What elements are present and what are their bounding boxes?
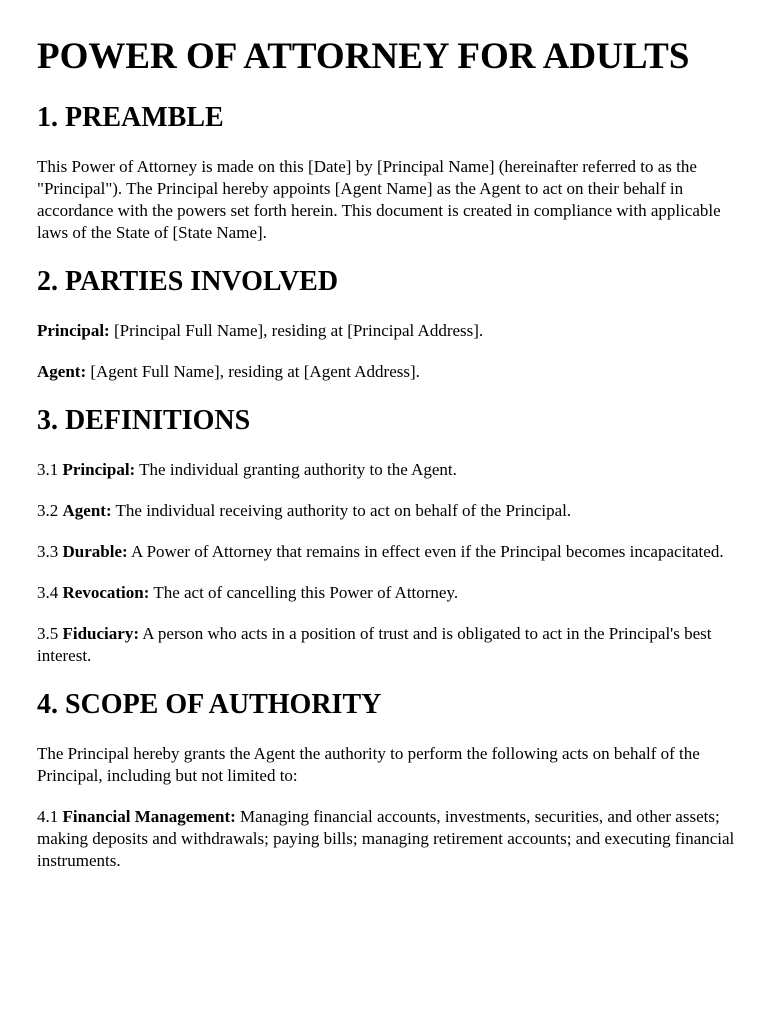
section-definitions [37, 404, 737, 667]
scope-item-text: Managing financial accounts, investments, securities, and other assets; making deposits and withdrawals; paying bills; managing retirement accounts; and executing financial instruments. [37, 807, 735, 870]
definition-text: The act of cancelling this Power of Attorney. [149, 583, 459, 602]
definition-item [37, 582, 737, 604]
definition-term: Principal: [62, 460, 136, 479]
definition-number: 3.5 [37, 624, 63, 643]
section-heading-preamble: 1. PREAMBLE [37, 102, 224, 133]
party-agent [37, 361, 737, 383]
scope-item [37, 806, 737, 872]
section-heading-scope: 4. SCOPE OF AUTHORITY [37, 689, 382, 720]
scope-intro: The Principal hereby grants the Agent the authority to perform the following acts on behalf of the Principal, including but not limited to: [37, 744, 700, 785]
scope-item-term: Financial Management: [62, 807, 236, 826]
definition-term: Durable: [62, 542, 128, 561]
document-page [37, 34, 737, 891]
section-parties [37, 265, 737, 383]
section-scope [37, 688, 737, 872]
party-principal-text: [Principal Full Name], residing at [Principal Address]. [109, 321, 484, 340]
definition-term: Fiduciary: [62, 624, 139, 643]
definition-text: A Power of Attorney that remains in effect even if the Principal becomes incapacitated. [127, 542, 724, 561]
definition-number: 3.2 [37, 501, 63, 520]
party-agent-label: Agent: [37, 362, 87, 381]
definition-item [37, 459, 737, 481]
definition-term: Agent: [62, 501, 112, 520]
definition-text: The individual receiving authority to act on behalf of the Principal. [111, 501, 572, 520]
section-heading-definitions: 3. DEFINITIONS [37, 405, 251, 436]
preamble-text: This Power of Attorney is made on this [Date] by [Principal Name] (hereinafter referred to as the "Principal"). The Principal hereby appoints [Agent Name] as the Agent to act on their behalf in accordance with the powers set forth herein. This document is created in compliance with applicable laws of the State of [State Name]. [37, 157, 721, 242]
definition-number: 3.4 [37, 583, 63, 602]
section-heading-parties: 2. PARTIES INVOLVED [37, 266, 339, 297]
definition-text: The individual granting authority to the Agent. [135, 460, 457, 479]
party-principal [37, 320, 737, 342]
definition-term: Revocation: [62, 583, 150, 602]
party-principal-label: Principal: [37, 321, 110, 340]
definition-item [37, 541, 737, 563]
scope-item-number: 4.1 [37, 807, 63, 826]
definition-item [37, 623, 737, 667]
definition-text: A person who acts in a position of trust and is obligated to act in the Principal's best interest. [37, 624, 712, 665]
party-agent-text: [Agent Full Name], residing at [Agent Address]. [86, 362, 420, 381]
definition-number: 3.1 [37, 460, 63, 479]
document-title: POWER OF ATTORNEY FOR ADULTS [37, 36, 690, 77]
definition-item [37, 500, 737, 522]
section-preamble [37, 101, 737, 244]
definition-number: 3.3 [37, 542, 63, 561]
